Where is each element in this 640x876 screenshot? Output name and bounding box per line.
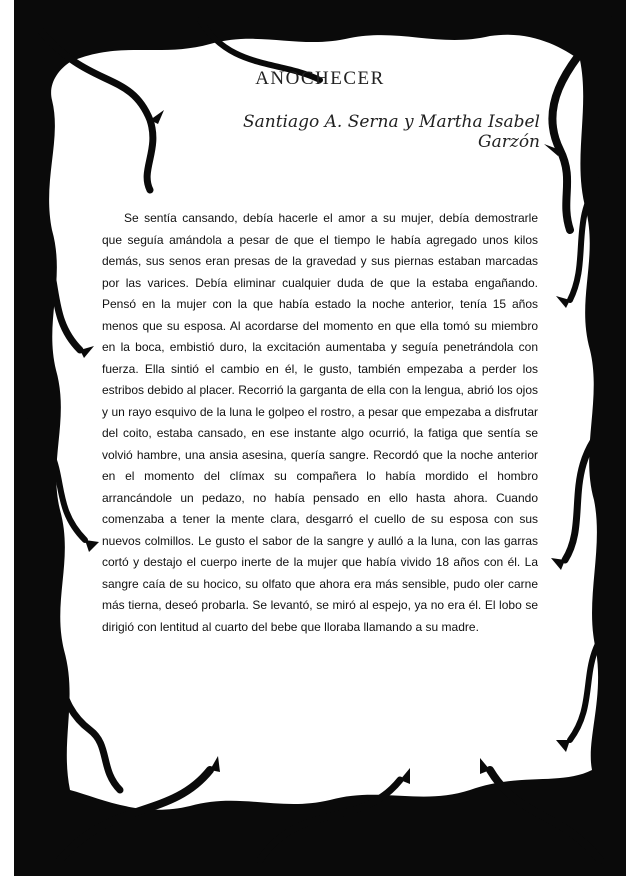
- thorn: [556, 740, 570, 752]
- thorn: [85, 540, 99, 552]
- story-paragraph: Se sentía cansando, debía hacerle el amor a su mujer, debía demostrarle que seguía amándola a pesar de que el tiempo le había agregado unos kilos demás, sus senos eran presas de la gravedad y sus piernas estaban marcadas por las varices. Debía eliminar cualquier duda de que la estaba engañando. Pensó en la mujer con la que había estado la noche anterior, tenía 15 años menos que su esposa. Al acordarse del momento en que ella tomó su miembro en la boca, embistió duro, la excitación aumentaba y seguía penetrándola con fuerza. Ella sintió el cambio en él, le gusto, también empezaba a perder los estribos debido al placer. Recorrió la garganta de ella con la lengua, abrió los ojos y un rayo esquivo de la luna le golpeo el rostro, a pesar que empezaba a disfrutar del coito, estaba cansado, en ese instante algo ocurrió, la fatiga que sentía se volvió hambre, una ansia asesina, quería sangre. Recordó que la noche anterior en el momento del clímax su compañera lo había mordido el hombro arrancándole un pedazo, no había pensado en ello hasta ahora. Cuando comenzaba a tener la mente clara, desgarró el cuello de su esposa con sus nuevos colmillos. Le gusto el sabor de la sangre y aulló a la luna, con las garras cortó y destajo el cuerpo inerte de la mujer que había vivido 18 años con él. La sangre caía de su hocico, su olfato que ahora era más sensible, pudo oler carne más tierna, deseó probarla. Se levantó, se miró al espejo, ya no era él. El lobo se dirigió con lentitud al cuarto del bebe que lloraba llamando a su madre.: [102, 211, 538, 634]
- thorn: [551, 558, 565, 570]
- document-title: ANOCHECER: [255, 68, 385, 89]
- document-authors: Santiago A. Serna y Martha Isabel Garzón: [242, 112, 540, 152]
- thorn: [210, 756, 220, 772]
